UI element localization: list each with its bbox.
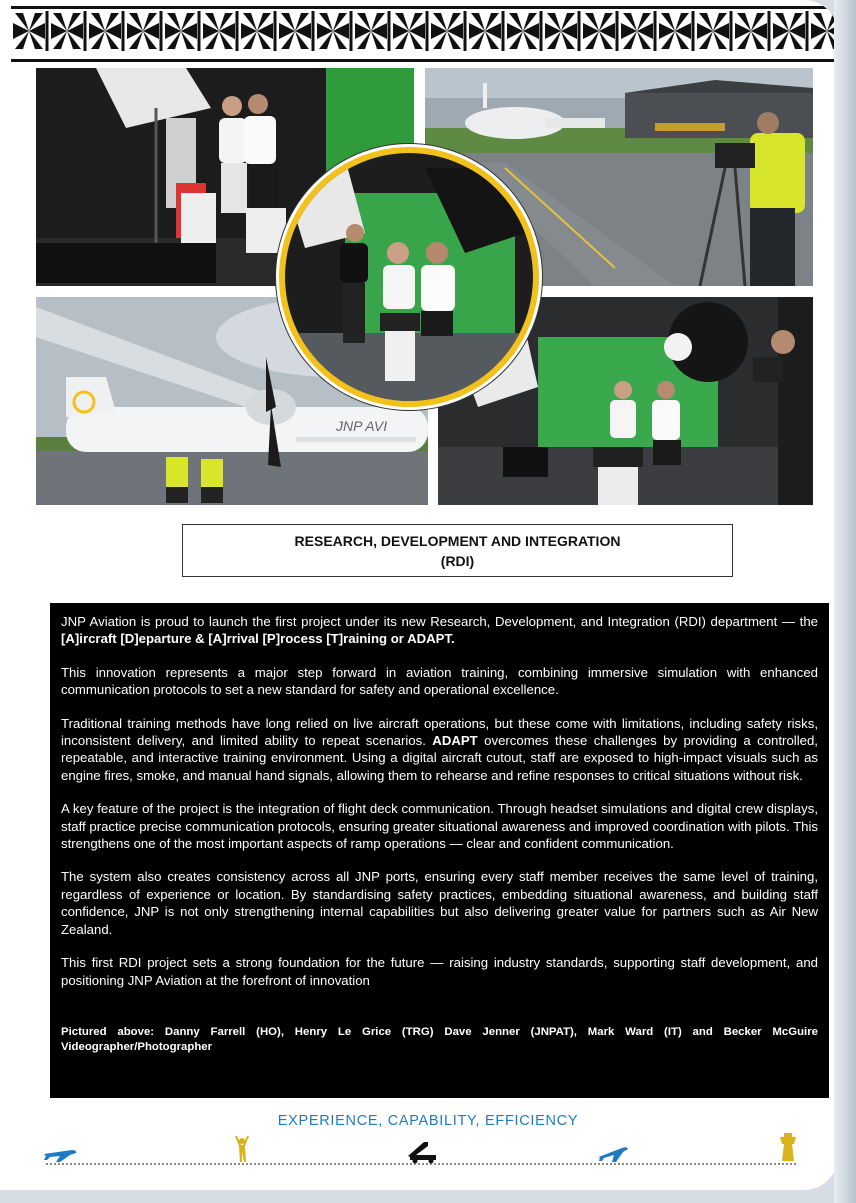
tapa-pattern-header — [11, 6, 838, 62]
airplane-takeoff-icon — [42, 1142, 78, 1164]
paragraph-foundation: This first RDI project sets a strong foundation for the future — raising industry standards, supporting staff development, and positioning JNP Aviation at the forefront of innovation — [61, 955, 818, 988]
page-edge-shadow — [834, 0, 856, 1203]
marshaller-icon — [233, 1136, 251, 1164]
adapt-acronym: [A]ircraft [D]eparture & [A]rrival [P]rocess [T]raining or ADAPT. — [61, 631, 455, 647]
svg-text:JNP AVI: JNP AVI — [336, 418, 388, 434]
control-tower-icon — [777, 1131, 799, 1163]
baggage-loader-icon — [406, 1138, 438, 1164]
adapt-bold: ADAPT — [432, 733, 478, 749]
photo-circle-makeup — [279, 147, 539, 407]
paragraph-intro: JNP Aviation is proud to launch the first project under its new Research, Development, and Integration (RDI) department — the [A]ircraft [D]eparture & [A]rrival [P]rocess [T]raining or ADAPT. — [61, 614, 818, 647]
photo-caption: Pictured above: Danny Farrell (HO), Henry Le Grice (TRG) Dave Jenner (JNPAT), Mark Ward (IT) and Becker McGuire Videographer/Photographer — [61, 1025, 818, 1054]
paragraph-traditional: Traditional training methods have long relied on live aircraft operations, but these come with limitations, including safety risks, inconsistent delivery, and limited ability to repeat scenarios. ADAPT overcomes these challenges by providing a controlled, repeatable, and interactive training environment. Using a digital aircraft cutout, staff are exposed to high-impact visuals such as engine fires, smoke, and manual hand signals, allowing them to rehearse and refine responses to critical situations without risk. — [61, 715, 818, 783]
section-title: RESEARCH, DEVELOPMENT AND INTEGRATION — [294, 533, 621, 549]
tapa-pattern-svg — [11, 9, 838, 53]
paragraph-innovation: This innovation represents a major step forward in aviation training, combining immersive simulation with enhanced communication protocols to set a new standard for safety and operational excellence. — [61, 664, 818, 698]
paragraph-consistency: The system also creates consistency across all JNP ports, ensuring every staff member receives the same level of training, regardless of experience or location. By standardising safety practices, embedding situational awareness, and building staff confidence, JNP is not only strengthening internal capabilities but also delivering greater value for partners such as Air New Zealand. — [61, 869, 818, 937]
article-body — [50, 603, 829, 1098]
airplane-landing-icon — [594, 1142, 630, 1164]
section-title-box — [182, 524, 733, 577]
footer-tagline: EXPERIENCE, CAPABILITY, EFFICIENCY — [277, 1113, 579, 1129]
paragraph-communication: A key feature of the project is the integration of flight deck communication. Through headset simulations and digital crew displays, staff practice precise communication protocols, ensuring greater situational awareness and improved coordination with pilots. This strengthens one of the most important aspects of ramp operations — clear and confident communication. — [61, 801, 818, 852]
section-title-abbreviation: (RDI) — [440, 553, 475, 569]
